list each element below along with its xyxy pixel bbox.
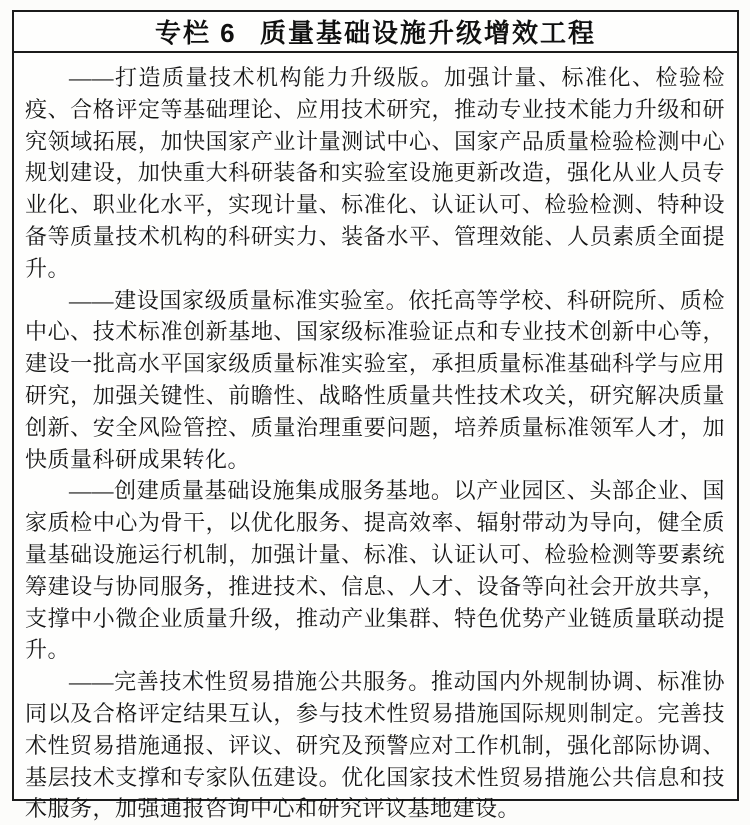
paragraph-technical-trade-measures: ——完善技术性贸易措施公共服务。推动国内外规制协调、标准协同以及合格评定结果互认，参与技术性贸易措施国际规则制定。完善技术性贸易措施通报、评议、研究及预警应对工作机制，强化部际协调、基层技术支撑和专家队伍建设。优化国家技术性贸易措施公共信息和技术服务，加强通报咨询中心和研究评议基地建设。 [25,669,725,822]
box-body [14,53,737,825]
paragraph-integrated-service-bases: ——创建质量基础设施集成服务基地。以产业园区、头部企业、国家质检中心为骨干，以优化服务、提高效率、辐射带动为导向，健全质量基础设施运行机制，加强计量、标准、认证认可、检验检测等要素统筹建设与协同服务，推进技术、信息、人才、设备等向社会开放共享，支撑中小微企业质量升级，推动产业集群、特色优势产业链质量联动提升。 [25,478,725,663]
box-title-text: 质量基础设施升级增效工程 [260,18,597,48]
column-box [12,10,739,822]
paragraph-quality-tech-institutions: ——打造质量技术机构能力升级版。加强计量、标准化、检验检疫、合格评定等基础理论、应用技术研究，推动专业技术能力升级和研究领域拓展，加快国家产业计量测试中心、国家产品质量检验检测中心规划建设，加快重大科研装备和实验室设施更新改造，强化从业人员专业化、职业化水平，实现计量、标准化、认证认可、检验检测、特种设备等质量技术机构的科研实力、装备水平、管理效能、人员素质全面提升。 [25,65,725,281]
box-title [14,12,737,53]
box-title-label: 专栏 6 [154,18,237,48]
paragraph-national-quality-standard-labs: ——建设国家级质量标准实验室。依托高等学校、科研院所、质检中心、技术标准创新基地、国家级标准验证点和专业技术创新中心等，建设一批高水平国家级质量标准实验室，承担质量标准基础科学与应用研究，加强关键性、前瞻性、战略性质量共性技术攻关，研究解决质量创新、安全风险管控、质量治理重要问题，培养质量标准领军人才，加快质量科研成果转化。 [25,287,725,472]
